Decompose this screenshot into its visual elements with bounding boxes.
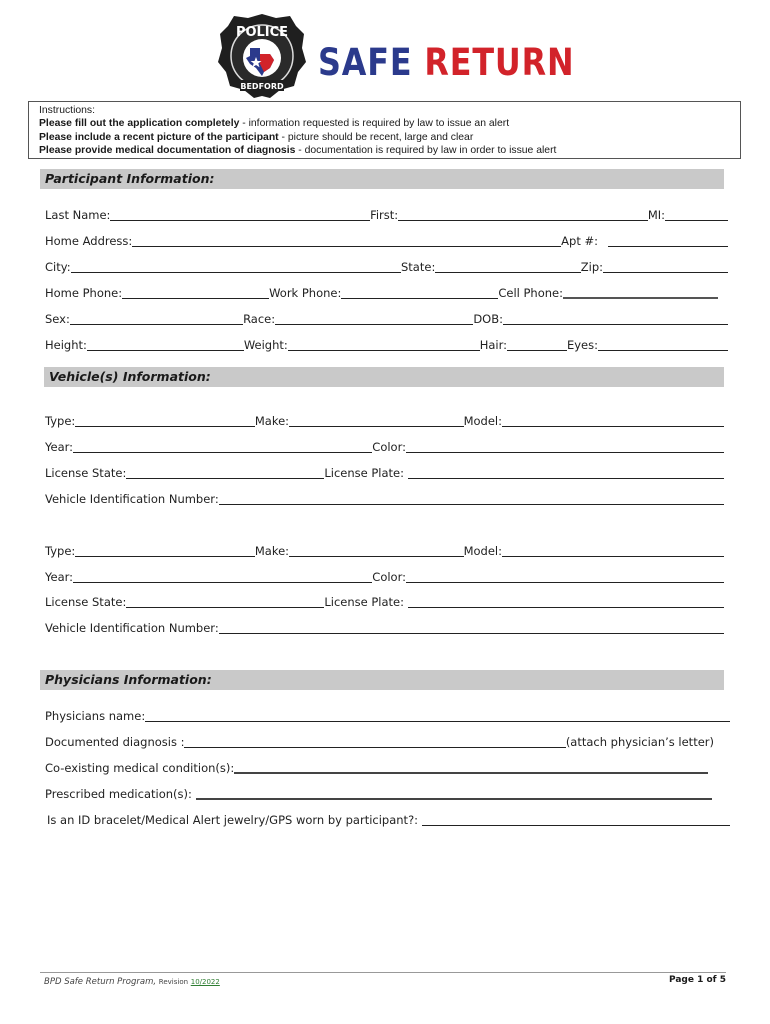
address-row	[45, 234, 728, 248]
color-label: Color:	[372, 570, 406, 584]
physician-name-row	[45, 709, 730, 723]
vehicle2-model-field[interactable]	[502, 555, 724, 557]
last-name-field[interactable]	[110, 219, 370, 221]
attach-letter-note: (attach physician’s letter)	[565, 735, 714, 749]
work-phone-label: Work Phone:	[269, 286, 342, 300]
footer-program	[44, 977, 220, 987]
city-label: City:	[45, 260, 71, 274]
color-label: Color:	[372, 440, 406, 454]
safe-return-logo	[318, 41, 575, 84]
vehicle1-year-field[interactable]	[73, 451, 372, 453]
participant-section-header: Participant Information:	[40, 169, 724, 189]
city-field[interactable]	[71, 271, 401, 273]
coexisting-row	[45, 761, 708, 775]
make-label: Make:	[254, 414, 290, 428]
model-label: Model:	[463, 544, 502, 558]
id-bracelet-field[interactable]	[422, 824, 730, 826]
vehicle2-license-plate-field[interactable]	[408, 606, 724, 608]
instructions-box	[28, 101, 741, 159]
license-state-label: License State:	[45, 595, 127, 609]
vehicle2-type-field[interactable]	[75, 555, 255, 557]
vehicle1-license-state-field[interactable]	[126, 477, 324, 479]
cell-phone-field[interactable]	[563, 296, 718, 299]
vehicle2-type-row	[45, 544, 724, 558]
vin-label: Vehicle Identification Number:	[45, 492, 219, 506]
medication-label: Prescribed medication(s):	[45, 787, 192, 801]
coexisting-field[interactable]	[234, 771, 708, 774]
cell-phone-label: Cell Phone:	[498, 286, 563, 300]
instruction-line: Please provide medical documentation of diagnosis - documentation is required by law in order to issue alert	[39, 145, 557, 157]
diagnosis-field[interactable]	[184, 746, 565, 748]
brand-return: RETURN	[424, 41, 575, 84]
apt-label: Apt #:	[561, 234, 598, 248]
vehicle1-model-field[interactable]	[502, 425, 724, 427]
dob-field[interactable]	[503, 323, 728, 325]
dob-label: DOB:	[473, 312, 503, 326]
physician-section-header: Physicians Information:	[40, 670, 724, 690]
model-label: Model:	[463, 414, 502, 428]
id-bracelet-label: Is an ID bracelet/Medical Alert jewelry/GPS worn by participant?:	[47, 813, 419, 827]
vehicle2-vin-field[interactable]	[219, 632, 724, 634]
hair-field[interactable]	[507, 349, 567, 351]
id-bracelet-row	[47, 813, 730, 827]
year-label: Year:	[45, 570, 74, 584]
eyes-field[interactable]	[598, 349, 728, 351]
vehicle1-license-plate-field[interactable]	[408, 477, 724, 479]
vehicle1-color-field[interactable]	[406, 451, 724, 453]
weight-label: Weight:	[243, 338, 288, 352]
height-row	[45, 338, 728, 352]
license-plate-label: License Plate:	[324, 466, 404, 480]
vehicle2-year-field[interactable]	[73, 581, 372, 583]
instructions-heading: Instructions:	[39, 105, 96, 116]
home-address-field[interactable]	[132, 245, 561, 247]
page-number: Page 1 of 5	[669, 975, 726, 985]
badge-bedford-text: BEDFORD	[240, 82, 284, 91]
vehicle-section-header: Vehicle(s) Information:	[44, 367, 724, 387]
vehicle2-license-row	[45, 595, 724, 609]
work-phone-field[interactable]	[341, 297, 498, 299]
year-label: Year:	[45, 440, 74, 454]
vehicle1-type-field[interactable]	[75, 425, 255, 427]
program-name: BPD Safe Return Program,	[44, 977, 157, 987]
state-label: State:	[401, 260, 436, 274]
vehicle2-year-row	[45, 570, 724, 584]
vehicle2-license-state-field[interactable]	[126, 606, 324, 608]
phone-row	[45, 286, 718, 300]
first-name-field[interactable]	[398, 219, 648, 221]
vehicle1-make-field[interactable]	[289, 425, 464, 427]
vehicle2-vin-row	[45, 621, 724, 635]
sex-row	[45, 312, 728, 326]
vehicle1-vin-row	[45, 492, 724, 506]
diagnosis-label: Documented diagnosis :	[45, 735, 185, 749]
instruction-line: Please include a recent picture of the participant - picture should be recent, large and clear	[39, 131, 474, 143]
sex-label: Sex:	[45, 312, 70, 326]
last-name-label: Last Name:	[45, 208, 111, 222]
weight-field[interactable]	[288, 349, 480, 351]
race-field[interactable]	[275, 323, 473, 325]
first-name-label: First:	[370, 208, 399, 222]
instruction-line: Please fill out the application completely - information requested is required by law to issue an alert	[39, 118, 510, 130]
vehicle2-make-field[interactable]	[289, 555, 464, 557]
bedford-police-badge	[216, 12, 308, 100]
home-phone-label: Home Phone:	[45, 286, 123, 300]
revision-label: Revision	[158, 978, 189, 986]
zip-label: Zip:	[580, 260, 603, 274]
sex-field[interactable]	[70, 323, 243, 325]
physician-name-label: Physicians name:	[45, 709, 146, 723]
vehicle2-color-field[interactable]	[406, 581, 724, 583]
race-label: Race:	[243, 312, 276, 326]
badge-police-text: POLICE	[235, 25, 289, 40]
vehicle1-license-row	[45, 466, 724, 480]
hair-label: Hair:	[479, 338, 507, 352]
vehicle1-vin-field[interactable]	[219, 503, 724, 505]
medication-row	[45, 787, 712, 801]
home-address-label: Home Address:	[45, 234, 133, 248]
coexisting-label: Co-existing medical condition(s):	[45, 761, 235, 775]
brand-safe: SAFE	[318, 41, 413, 84]
city-row	[45, 260, 728, 274]
apt-field[interactable]	[608, 245, 728, 247]
state-field[interactable]	[435, 271, 580, 273]
vehicle1-year-row	[45, 440, 724, 454]
height-label: Height:	[45, 338, 87, 352]
physician-name-field[interactable]	[145, 720, 730, 722]
type-label: Type:	[45, 414, 76, 428]
height-field[interactable]	[87, 349, 244, 351]
vin-label: Vehicle Identification Number:	[45, 621, 219, 635]
home-phone-field[interactable]	[122, 297, 269, 299]
license-plate-label: License Plate:	[324, 595, 404, 609]
footer-divider	[40, 972, 726, 973]
diagnosis-row	[45, 735, 714, 749]
medication-field[interactable]	[196, 797, 712, 800]
make-label: Make:	[254, 544, 290, 558]
revision-date: 10/2022	[190, 978, 220, 986]
mi-field[interactable]	[665, 219, 728, 221]
type-label: Type:	[45, 544, 76, 558]
name-row	[45, 208, 728, 222]
vehicle1-type-row	[45, 414, 724, 428]
license-state-label: License State:	[45, 466, 127, 480]
zip-field[interactable]	[603, 271, 728, 273]
eyes-label: Eyes:	[566, 338, 598, 352]
mi-label: MI:	[647, 208, 666, 222]
